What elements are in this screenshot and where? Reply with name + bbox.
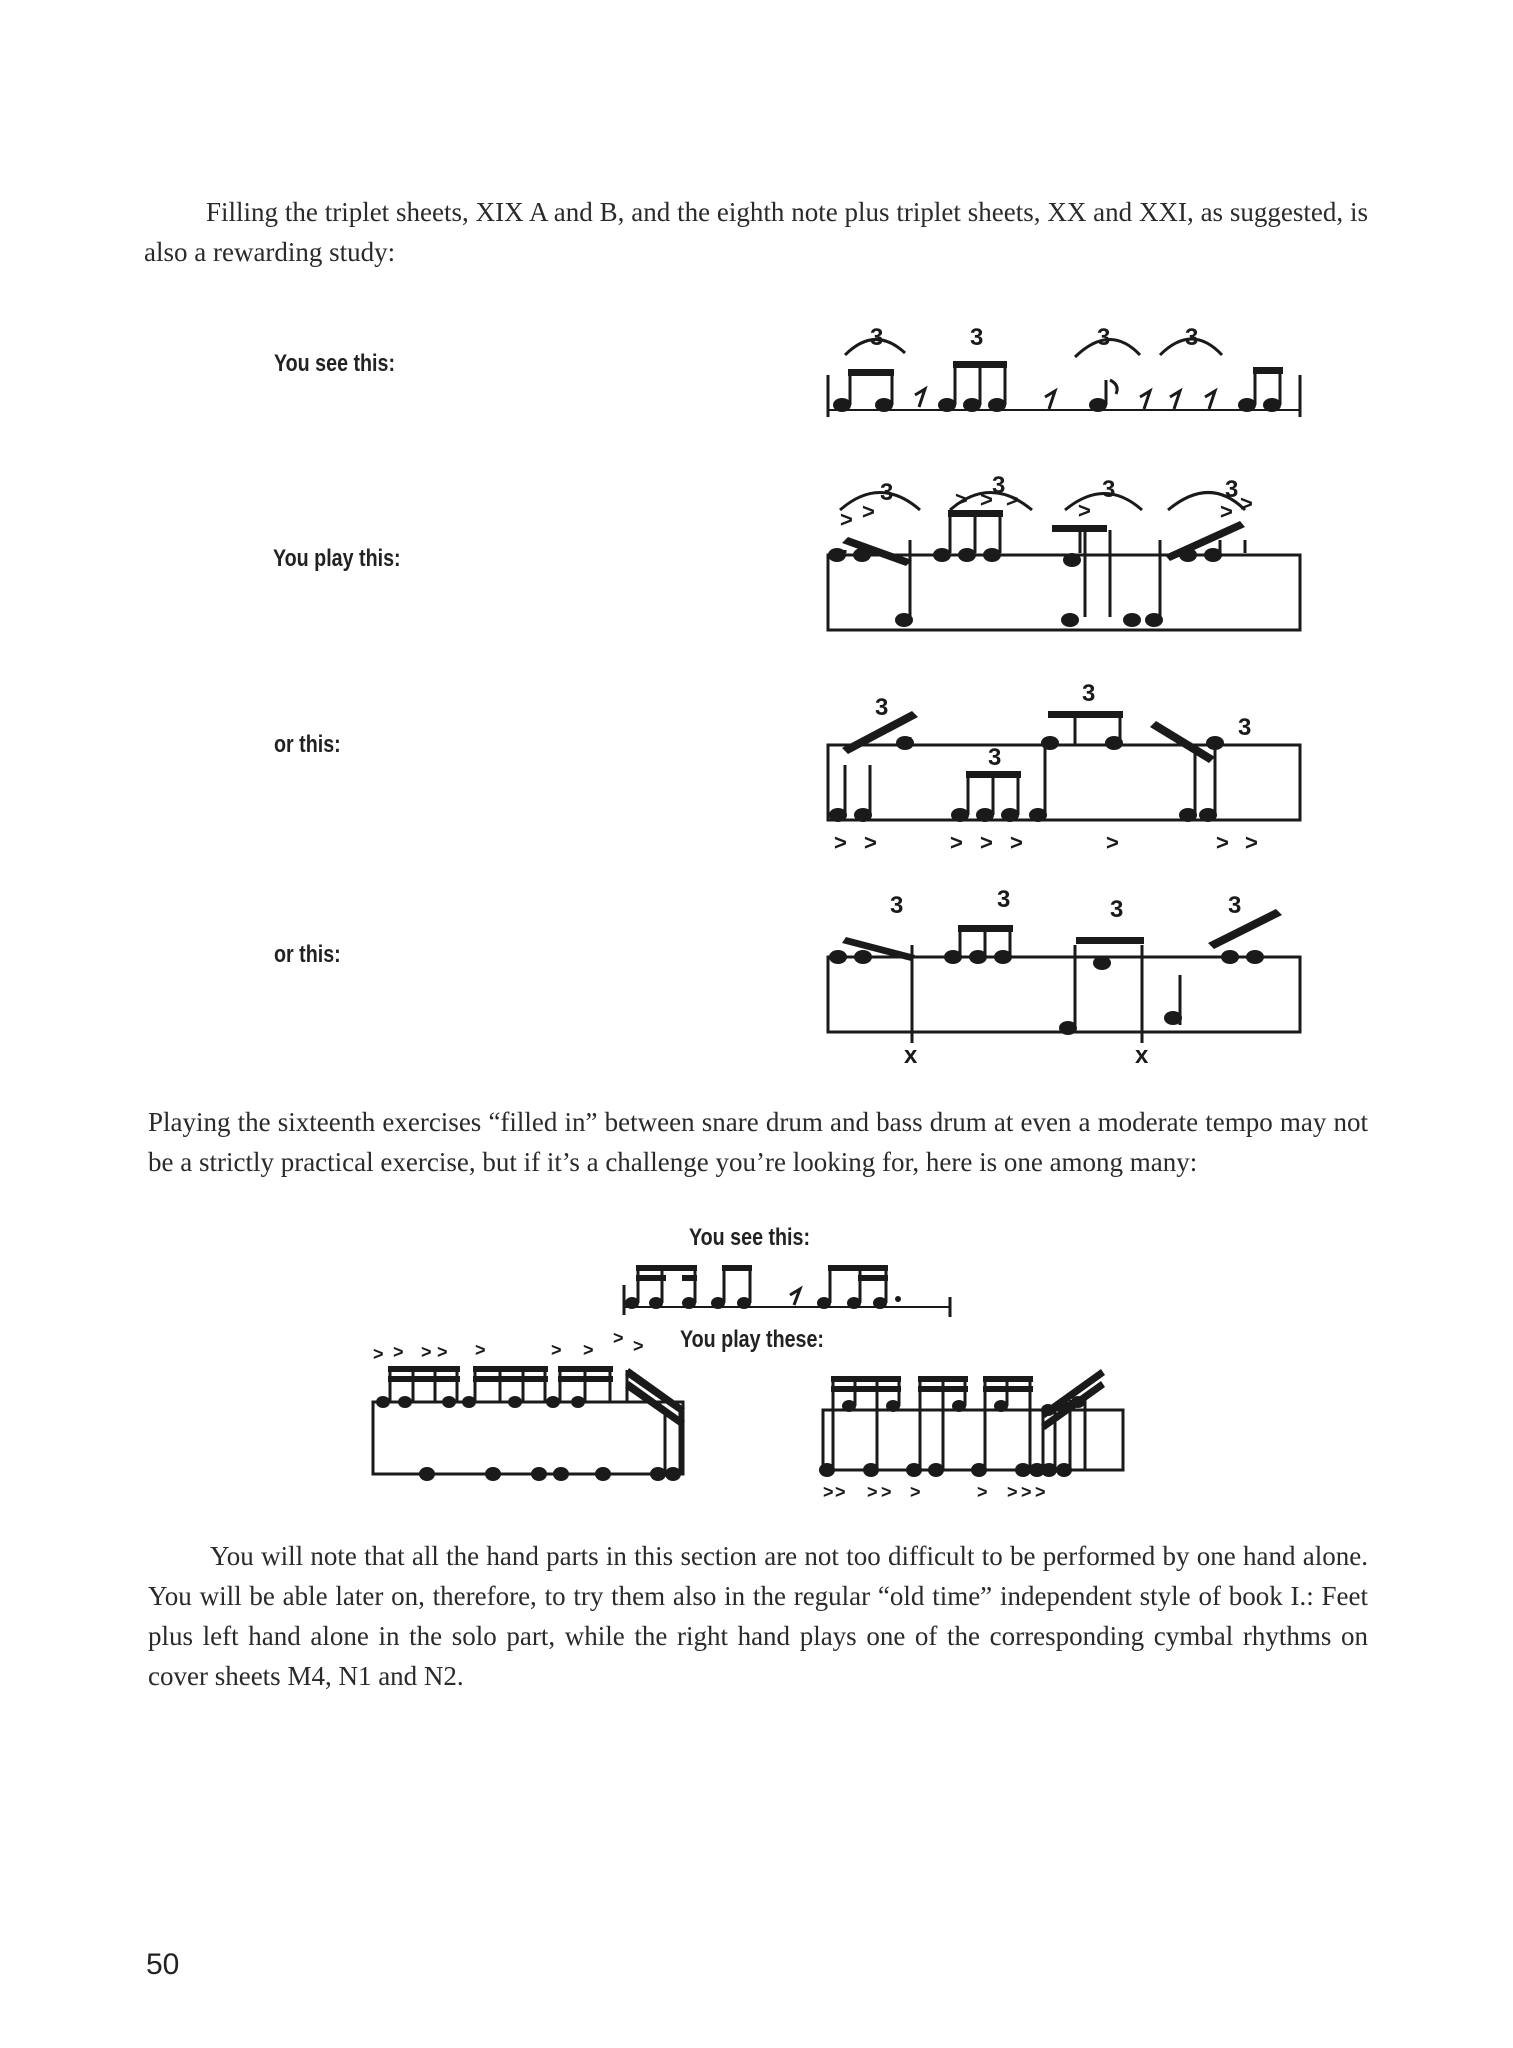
accent-mark: > xyxy=(835,1482,846,1502)
accent-mark: > xyxy=(551,1340,562,1360)
note-head xyxy=(1246,950,1264,964)
notation-see-triplets xyxy=(820,305,1310,435)
accent-mark: > xyxy=(437,1342,448,1362)
note-head xyxy=(1041,736,1059,750)
note-head xyxy=(842,1400,856,1412)
accent-mark: > xyxy=(1021,1482,1032,1502)
note-head xyxy=(442,1396,456,1408)
note-head xyxy=(553,1467,569,1481)
accent-mark: > xyxy=(862,499,875,524)
intro-paragraph xyxy=(144,192,1368,272)
note-head xyxy=(682,1297,696,1309)
accent-mark: > xyxy=(1035,1482,1046,1502)
note-head xyxy=(650,1467,666,1481)
note-head xyxy=(1179,808,1197,822)
note-head xyxy=(833,398,851,412)
triplet-mark: 3 xyxy=(997,886,1011,913)
note-head xyxy=(886,1400,900,1412)
accent-mark: > xyxy=(881,1482,892,1502)
accent-mark: > xyxy=(1106,830,1119,855)
note-head xyxy=(1263,398,1281,412)
label-you-play-these: You play these: xyxy=(680,1326,824,1353)
note-head xyxy=(963,398,981,412)
accent-mark: > xyxy=(950,830,963,855)
notation-see-sixteenth xyxy=(620,1255,960,1325)
accent-mark: > xyxy=(980,487,993,512)
note-head xyxy=(398,1396,412,1408)
triplet-mark: 3 xyxy=(890,892,904,919)
note-head xyxy=(462,1396,476,1408)
note-head xyxy=(1056,1463,1072,1477)
note-head xyxy=(1041,1463,1057,1477)
accent-mark: > xyxy=(864,830,877,855)
note-head xyxy=(952,1400,966,1412)
triplet-mark: 3 xyxy=(1228,892,1242,919)
triplet-mark: 3 xyxy=(1097,324,1111,351)
triplet-mark: 3 xyxy=(875,694,889,721)
note-head xyxy=(853,548,871,562)
note-head xyxy=(847,1297,861,1309)
triplet-mark: 3 xyxy=(880,479,894,506)
note-head xyxy=(829,950,847,964)
accent-mark: > xyxy=(1220,499,1233,524)
accent-mark: > xyxy=(1006,487,1019,512)
accent-mark: > xyxy=(910,1482,921,1502)
foot-mark: x xyxy=(1135,1042,1149,1069)
triplet-mark: 3 xyxy=(992,472,1006,499)
closing-paragraph-text: You will note that all the hand parts in this section are not too difficult to be performed by one hand alone. You will be able later on, therefore, to try them also in the regular “old time” independent style of book I.: Feet plus left hand alone in the solo part, while the right hand plays one of the corresponding cymbal rhythms on cover sheets M4, N1 and N2. xyxy=(148,1541,1368,1691)
note-head xyxy=(485,1467,501,1481)
note-head xyxy=(971,1463,987,1477)
note-head xyxy=(376,1396,390,1408)
accent-mark: > xyxy=(633,1336,644,1356)
note-head xyxy=(508,1396,522,1408)
closing-paragraph xyxy=(148,1536,1368,1696)
intro-paragraph-text: Filling the triplet sheets, XIX A and B, and the eighth note plus triplet sheets, XX and XXI, as suggested, is also a rewarding study: xyxy=(144,197,1368,267)
note-head xyxy=(896,736,914,750)
note-head xyxy=(419,1467,435,1481)
note-head xyxy=(1001,808,1019,822)
accent-mark: > xyxy=(955,487,968,512)
triplet-mark: 3 xyxy=(1102,476,1116,503)
notation-or-this-2 xyxy=(820,885,1310,1075)
triplet-mark: 3 xyxy=(1185,324,1199,351)
note-head xyxy=(951,808,969,822)
label-or-this-1: or this: xyxy=(274,731,341,758)
note-head xyxy=(546,1396,560,1408)
foot-mark: x xyxy=(904,1042,918,1069)
note-head xyxy=(928,1463,944,1477)
accent-mark: > xyxy=(613,1328,624,1348)
triplet-mark: 3 xyxy=(1082,680,1096,707)
note-head xyxy=(817,1297,831,1309)
note-head xyxy=(958,548,976,562)
note-head xyxy=(854,950,872,964)
note-head xyxy=(1056,1400,1070,1412)
note-head xyxy=(1199,808,1217,822)
note-head xyxy=(863,1463,879,1477)
label-you-play-this: You play this: xyxy=(273,545,401,572)
note-head xyxy=(854,808,872,822)
note-head xyxy=(1089,398,1107,412)
accent-mark: > xyxy=(373,1344,384,1364)
notation-play-sixteenth-1 xyxy=(365,1330,695,1490)
accent-mark: > xyxy=(1216,830,1229,855)
accent-mark: > xyxy=(393,1342,404,1362)
notation-play-sixteenth-2 xyxy=(815,1350,1135,1505)
note-head xyxy=(828,548,846,562)
accent-mark: > xyxy=(583,1340,594,1360)
note-head xyxy=(1123,613,1141,627)
label-you-see-this-sixteenth: You see this: xyxy=(689,1224,811,1251)
note-head xyxy=(665,1467,681,1481)
triplet-mark: 3 xyxy=(1110,896,1124,923)
accent-mark: > xyxy=(977,1482,988,1502)
accent-mark: > xyxy=(475,1340,486,1360)
note-head xyxy=(1164,1011,1182,1025)
note-head xyxy=(1029,808,1047,822)
note-head xyxy=(938,398,956,412)
note-head xyxy=(625,1297,639,1309)
note-head xyxy=(1145,613,1163,627)
note-head xyxy=(1221,950,1239,964)
note-head xyxy=(711,1297,725,1309)
note-head xyxy=(944,950,962,964)
note-head xyxy=(1015,1463,1031,1477)
note-head xyxy=(1206,736,1224,750)
accent-mark: > xyxy=(1007,1482,1018,1502)
note-head xyxy=(1041,1404,1055,1416)
note-head xyxy=(531,1467,547,1481)
page-number: 50 xyxy=(146,1948,180,1981)
triplet-mark: 3 xyxy=(970,324,984,351)
note-head xyxy=(873,1297,887,1309)
note-head xyxy=(875,398,893,412)
note-head xyxy=(1071,1396,1085,1408)
note-head xyxy=(983,548,1001,562)
triplet-mark: 3 xyxy=(1238,714,1252,741)
accent-mark: > xyxy=(1245,830,1258,855)
note-head xyxy=(571,1396,585,1408)
triplet-mark: 3 xyxy=(988,744,1002,771)
notation-play-this xyxy=(820,455,1310,645)
note-head xyxy=(737,1297,751,1309)
note-head xyxy=(895,613,913,627)
accent-mark: > xyxy=(1078,498,1091,523)
triplet-mark: 3 xyxy=(1225,476,1239,503)
note-head xyxy=(1093,956,1111,970)
sixteenth-paragraph-text: Playing the sixteenth exercises “filled in” between snare drum and bass drum at even a moderate tempo may not be a strictly practical exercise, but if it’s a challenge you’re looking for, here is one among many: xyxy=(148,1107,1368,1177)
note-head xyxy=(1179,548,1197,562)
note-head xyxy=(994,950,1012,964)
note-head xyxy=(1063,553,1081,567)
accent-mark: > xyxy=(1240,491,1253,516)
note-head xyxy=(994,1400,1008,1412)
note-head xyxy=(649,1297,663,1309)
accent-mark: > xyxy=(1010,830,1023,855)
note-head xyxy=(976,808,994,822)
accent-mark: > xyxy=(421,1342,432,1362)
label-you-see-this: You see this: xyxy=(274,350,396,377)
note-head xyxy=(819,1463,835,1477)
notation-or-this-1 xyxy=(820,665,1310,890)
accent-mark: > xyxy=(980,830,993,855)
note-head xyxy=(988,398,1006,412)
triplet-mark: 3 xyxy=(870,324,884,351)
note-head xyxy=(1059,1021,1077,1035)
note-head xyxy=(906,1463,922,1477)
accent-mark: > xyxy=(823,1482,834,1502)
note-head xyxy=(595,1467,611,1481)
note-head xyxy=(1204,548,1222,562)
label-or-this-2: or this: xyxy=(274,941,341,968)
accent-mark: > xyxy=(834,830,847,855)
note-head xyxy=(1105,736,1123,750)
note-head xyxy=(1061,613,1079,627)
note-head xyxy=(933,548,951,562)
sixteenth-paragraph xyxy=(148,1102,1368,1182)
accent-mark: > xyxy=(867,1482,878,1502)
accent-mark: > xyxy=(840,507,853,532)
note-head xyxy=(969,950,987,964)
note-head xyxy=(1238,398,1256,412)
note-head xyxy=(829,808,847,822)
